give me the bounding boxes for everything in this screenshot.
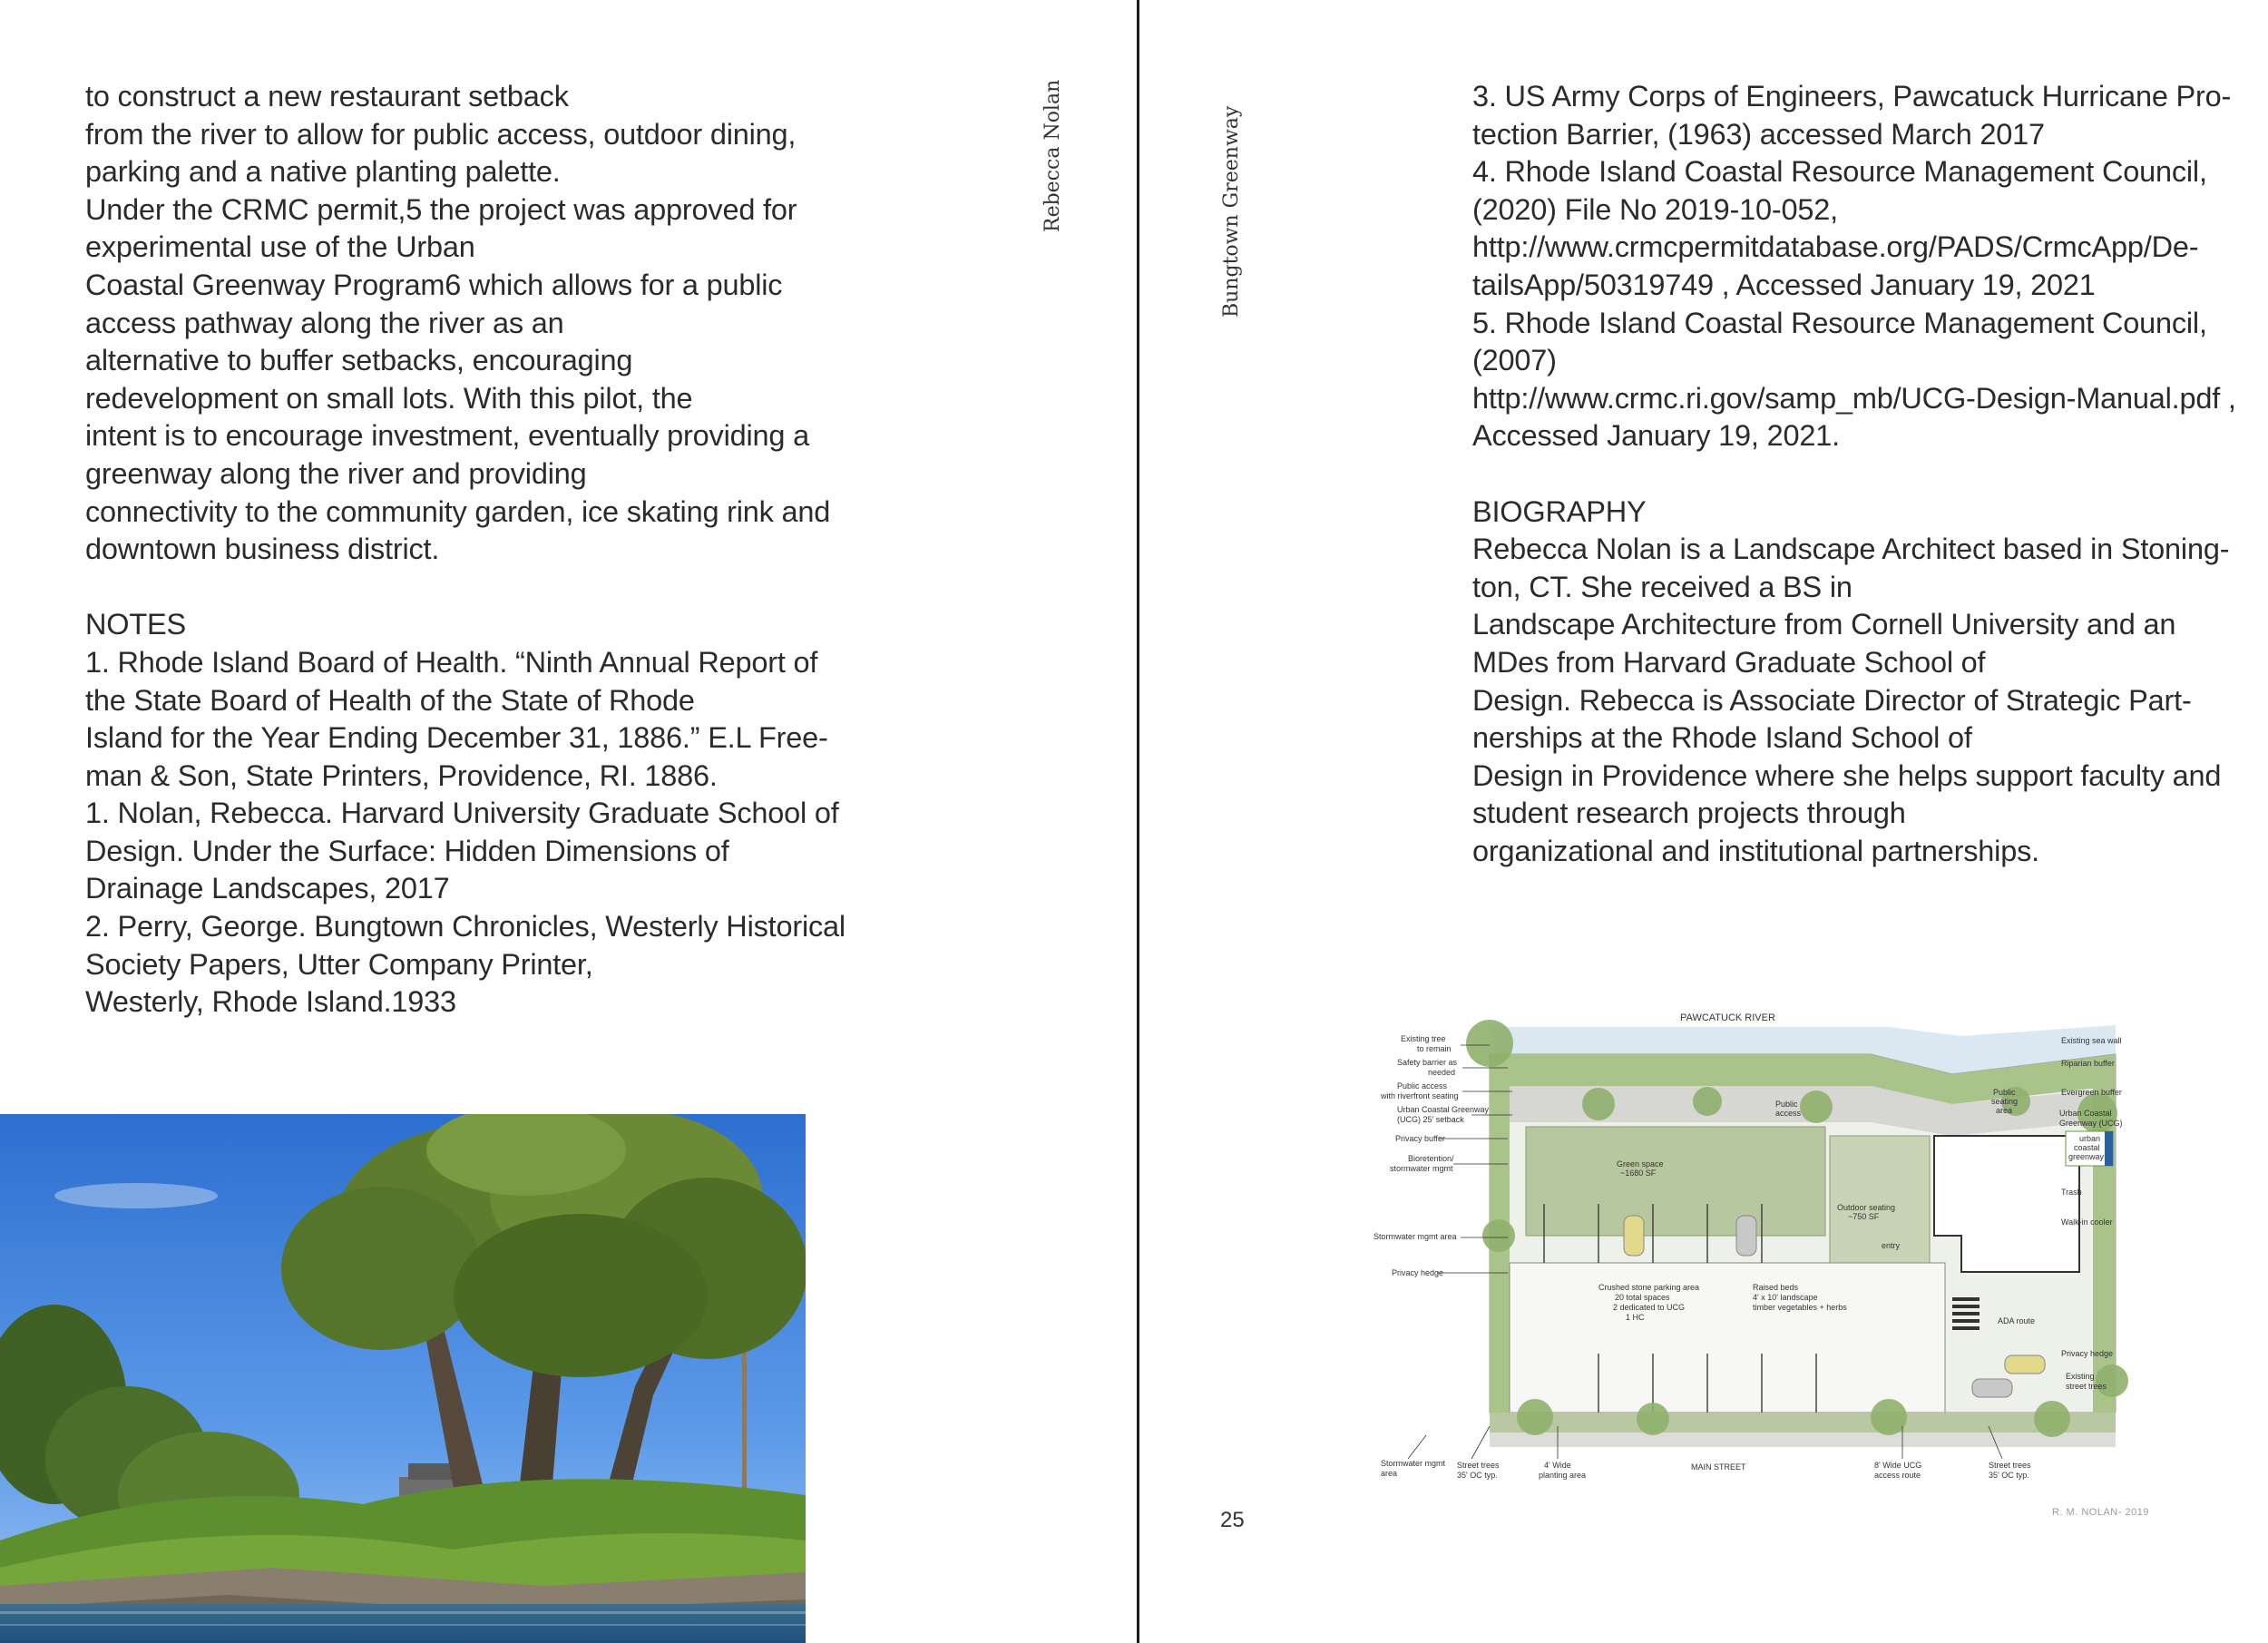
text-line: from the river to allow for public access, outdoor dining, xyxy=(85,117,797,151)
plan-label: Street trees xyxy=(1989,1461,2031,1470)
plan-label: 35' OC typ. xyxy=(1457,1471,1498,1480)
text-line: connectivity to the community garden, ice skating rink and xyxy=(85,494,831,528)
bio-line: student research projects through xyxy=(1472,797,1906,830)
plan-label: ADA route xyxy=(1998,1316,2036,1325)
plan-label: Crushed stone parking area xyxy=(1598,1283,1700,1292)
plan-label: Public access xyxy=(1397,1081,1448,1090)
plan-label: 2 dedicated to UCG xyxy=(1613,1303,1686,1312)
plan-label: Existing tree xyxy=(1401,1034,1446,1043)
bio-line: nerships at the Rhode Island School of xyxy=(1472,721,1972,755)
plan-label: Evergreen buffer xyxy=(2061,1088,2122,1097)
note-line: Accessed January 19, 2021. xyxy=(1472,419,1840,453)
essay-paragraph xyxy=(85,78,829,569)
plan-label: Outdoor seating xyxy=(1837,1203,1896,1212)
note-line: tection Barrier, (1963) accessed March 2017 xyxy=(1472,117,2045,151)
plan-label: Green space xyxy=(1617,1159,1664,1169)
plan-left-labels xyxy=(1374,1034,1490,1277)
plan-label: Bioretention/ xyxy=(1408,1154,1454,1163)
text-line: redevelopment on small lots. With this pilot, the xyxy=(85,381,693,415)
text-line: greenway along the river and providing xyxy=(85,456,587,490)
plan-label: Privacy hedge xyxy=(1392,1268,1444,1277)
bio-line: ton, CT. She received a BS in xyxy=(1472,570,1853,603)
plan-label: Public xyxy=(1775,1100,1798,1109)
text-line: Coastal Greenway Program6 which allows for a public xyxy=(85,268,783,301)
plan-label: ~750 SF xyxy=(1848,1212,1880,1221)
plan-credit: R. M. NOLAN- 2019 xyxy=(2052,1507,2149,1518)
plan-river-label: PAWCATUCK RIVER xyxy=(1680,1012,1775,1023)
plan-label: area xyxy=(1381,1469,1398,1478)
plan-label: street trees xyxy=(2066,1382,2107,1391)
plan-label: Stormwater mgmt xyxy=(1381,1459,1446,1468)
bio-line: MDes from Harvard Graduate School of xyxy=(1472,645,1986,679)
note-line: 1. Nolan, Rebecca. Harvard University Graduate School of xyxy=(85,797,839,830)
note-line: (2020) File No 2019-10-052, xyxy=(1472,192,1838,226)
note-line: Drainage Landscapes, 2017 xyxy=(85,872,450,905)
biography-text xyxy=(1472,531,2230,870)
plan-label: Raised beds xyxy=(1753,1283,1799,1292)
right-body-text xyxy=(1472,78,2236,870)
plan-street-label: MAIN STREET xyxy=(1691,1462,1746,1472)
page-number: 25 xyxy=(1220,1508,1245,1532)
running-head-title: Bungtown Greenway xyxy=(1220,105,1243,318)
paragraph-gap xyxy=(85,569,829,607)
text-line: experimental use of the Urban xyxy=(85,230,475,264)
text-line: downtown business district. xyxy=(85,533,440,566)
plan-label: Privacy buffer xyxy=(1395,1134,1445,1143)
plan-label: 4' x 10' landscape xyxy=(1753,1293,1818,1302)
plan-label: seating xyxy=(1991,1097,2019,1106)
note-line: http://www.crmc.ri.gov/samp_mb/UCG-Design-Manual.pdf , xyxy=(1472,381,2236,415)
plan-label: entry xyxy=(1882,1241,1901,1250)
plan-label: 35' OC typ. xyxy=(1989,1471,2029,1480)
note-line: Island for the Year Ending December 31, 1886.” E.L Free- xyxy=(85,721,828,755)
paragraph-gap xyxy=(1472,455,2216,494)
bio-line: Landscape Architecture from Cornell University and an xyxy=(1472,608,2176,641)
text-line: to construct a new restaurant setback xyxy=(85,80,569,112)
plan-label: Existing sea wall xyxy=(2061,1036,2122,1045)
plan-label: Privacy hedge xyxy=(2061,1349,2114,1358)
bio-line: Design. Rebecca is Associate Director of Strategic Part- xyxy=(1472,683,2192,717)
notes-list xyxy=(85,644,846,1022)
plan-label: Safety barrier as xyxy=(1397,1058,1458,1067)
plan-label: 4' Wide xyxy=(1544,1461,1571,1470)
biography-heading: BIOGRAPHY xyxy=(1472,494,1647,528)
running-head-author: Rebecca Nolan xyxy=(1041,79,1064,232)
river-photo xyxy=(0,1114,806,1643)
plan-label: needed xyxy=(1428,1068,1456,1077)
note-line: 5. Rhode Island Coastal Resource Management Council, xyxy=(1472,306,2207,339)
plan-label: 8' Wide UCG xyxy=(1874,1461,1922,1470)
plan-label: Existing xyxy=(2066,1372,2095,1381)
plan-label: Trash xyxy=(2061,1188,2082,1197)
plan-label: Riparian buffer xyxy=(2061,1059,2115,1068)
plan-label: (UCG) 25' setback xyxy=(1397,1115,1464,1124)
bio-line: Design in Providence where she helps support faculty and xyxy=(1472,758,2222,792)
plan-label: timber vegetables + herbs xyxy=(1753,1303,1847,1312)
plan-label: Urban Coastal Greenway xyxy=(1397,1105,1490,1114)
plan-label: 1 HC xyxy=(1626,1313,1645,1322)
text-line: access pathway along the river as an xyxy=(85,306,564,339)
note-line: tailsApp/50319749 , Accessed January 19, 2021 xyxy=(1472,268,2096,301)
text-line: intent is to encourage investment, eventually providing a xyxy=(85,419,809,453)
text-line: Under the CRMC permit,5 the project was approved for xyxy=(85,192,797,226)
note-line: Design. Under the Surface: Hidden Dimensions of xyxy=(85,834,729,867)
plan-label: access route xyxy=(1874,1471,1921,1480)
plan-label: access xyxy=(1775,1109,1802,1118)
plan-label: Urban Coastal xyxy=(2059,1109,2112,1118)
plan-label: Greenway (UCG) xyxy=(2059,1119,2123,1128)
note-line: 3. US Army Corps of Engineers, Pawcatuck Hurricane Pro- xyxy=(1472,80,2232,112)
note-line: the State Board of Health of the State of Rhode xyxy=(85,683,695,717)
plan-label: with riverfront seating xyxy=(1381,1091,1459,1100)
plan-label: area xyxy=(1996,1106,2013,1115)
text-line: alternative to buffer setbacks, encouraging xyxy=(85,344,633,377)
bio-line: Rebecca Nolan is a Landscape Architect based in Stoning- xyxy=(1472,533,2230,566)
note-line: 4. Rhode Island Coastal Resource Management Council, xyxy=(1472,155,2207,189)
ucg-logo-text: urban xyxy=(2079,1134,2101,1143)
text-line: parking and a native planting palette. xyxy=(85,155,561,189)
plan-label: stormwater mgmt xyxy=(1390,1164,1453,1173)
plan-label: Public xyxy=(1993,1088,2016,1097)
plan-label: to remain xyxy=(1417,1044,1452,1053)
left-body-text xyxy=(85,78,846,1022)
notes-heading: NOTES xyxy=(85,608,186,641)
note-line: http://www.crmcpermitdatabase.org/PADS/CrmcApp/De- xyxy=(1472,230,2199,264)
plan-label: ~1680 SF xyxy=(1620,1169,1657,1178)
plan-label: Walk-in cooler xyxy=(2061,1218,2113,1227)
note-line: Westerly, Rhode Island.1933 xyxy=(85,985,456,1019)
plan-label: Street trees xyxy=(1457,1461,1500,1470)
ucg-logo-text: greenway xyxy=(2068,1152,2105,1161)
plan-label: Stormwater mgmt area xyxy=(1374,1232,1457,1241)
note-line: 1. Rhode Island Board of Health. “Ninth Annual Report of xyxy=(85,645,818,679)
plan-label: 20 total spaces xyxy=(1615,1293,1670,1302)
note-line: man & Son, State Printers, Providence, RI. 1886. xyxy=(85,758,718,792)
ucg-logo-text: coastal xyxy=(2074,1143,2100,1152)
note-line: (2007) xyxy=(1472,344,1557,377)
plan-label: planting area xyxy=(1539,1471,1587,1480)
notes-list xyxy=(1472,78,2236,455)
site-plan-drawing xyxy=(1326,1000,2161,1535)
note-line: Society Papers, Utter Company Printer, xyxy=(85,947,593,981)
note-line: 2. Perry, George. Bungtown Chronicles, Westerly Historical xyxy=(85,910,846,944)
bio-line: organizational and institutional partnerships. xyxy=(1472,834,2039,867)
